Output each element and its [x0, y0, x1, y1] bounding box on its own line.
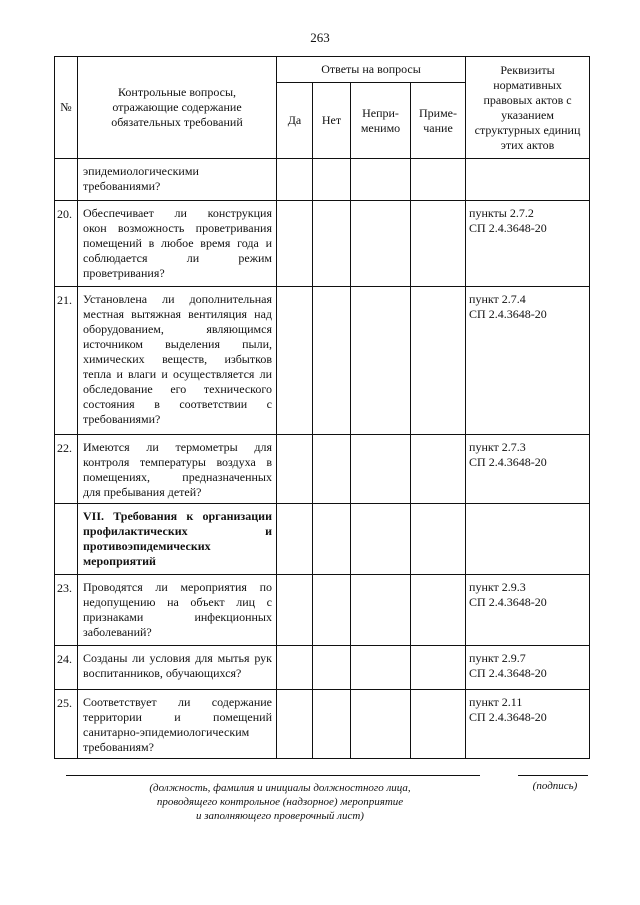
- question-text: эпидемиологическими требованиями?: [78, 159, 277, 201]
- answer-no-cell[interactable]: [313, 646, 351, 690]
- header-not-applicable: Непри- менимо: [351, 83, 411, 159]
- signature-caption: (подпись): [532, 780, 578, 792]
- table-row: [55, 201, 590, 287]
- answer-yes-cell[interactable]: [277, 646, 313, 690]
- row-number: 21.: [55, 287, 78, 435]
- table-row: [55, 435, 590, 504]
- row-number: [55, 159, 78, 201]
- answer-na-cell[interactable]: [351, 287, 411, 435]
- note-cell[interactable]: [411, 287, 466, 435]
- section-title: VII. Требования к организации профилактических и противоэпидемических мероприятий: [78, 504, 277, 575]
- requisites-text: пункт 2.9.3 СП 2.4.3648-20: [466, 575, 590, 646]
- table-row: [55, 646, 590, 690]
- answer-na-cell[interactable]: [351, 201, 411, 287]
- note-cell[interactable]: [411, 575, 466, 646]
- question-text: Соответствует ли содержание территории и помещений санитарно-эпидемиологическим требованиям?: [78, 690, 277, 759]
- question-text: Имеются ли термометры для контроля температуры воздуха в помещениях, предназначенных для пребывания детей?: [78, 435, 277, 504]
- answer-no-cell[interactable]: [313, 287, 351, 435]
- checklist-table: [54, 56, 590, 759]
- answer-na-cell[interactable]: [351, 646, 411, 690]
- question-text: Проводятся ли мероприятия по недопущению на объект лиц с признаками инфекционных заболеваний?: [78, 575, 277, 646]
- answer-yes-cell[interactable]: [277, 690, 313, 759]
- note-cell[interactable]: [411, 690, 466, 759]
- requisites-text: пункт 2.9.7 СП 2.4.3648-20: [466, 646, 590, 690]
- requisites-text: [466, 504, 590, 575]
- answer-yes-cell[interactable]: [277, 435, 313, 504]
- note-cell[interactable]: [411, 159, 466, 201]
- requisites-text: пункт 2.7.3 СП 2.4.3648-20: [466, 435, 590, 504]
- header-note: Приме- чание: [411, 83, 466, 159]
- answer-na-cell[interactable]: [351, 159, 411, 201]
- answer-na-cell[interactable]: [351, 435, 411, 504]
- table-row: [55, 287, 590, 435]
- row-number: 20.: [55, 201, 78, 287]
- row-number: [55, 504, 78, 575]
- checklist-rows: [55, 159, 590, 759]
- header-no: Нет: [313, 83, 351, 159]
- note-cell[interactable]: [411, 435, 466, 504]
- header-questions: Контрольные вопросы, отражающие содержание обязательных требований: [78, 57, 277, 159]
- answer-no-cell[interactable]: [313, 201, 351, 287]
- row-number: 23.: [55, 575, 78, 646]
- question-text: Установлена ли дополнительная местная вытяжная вентиляция над оборудованием, являющимся источником выделения пыли, химических веществ, избытков тепла и влаги и осуществляется ли обследование его технического состояния в соответствии с требованиями?: [78, 287, 277, 435]
- answer-na-cell[interactable]: [351, 690, 411, 759]
- official-caption: (должность, фамилия и инициалы должностного лица, проводящего контрольное (надзорное) мероприятие и заполняющего проверочный лист): [149, 782, 411, 822]
- answer-yes-cell[interactable]: [277, 201, 313, 287]
- table-row: [55, 159, 590, 201]
- answer-yes-cell[interactable]: [277, 504, 313, 575]
- answer-yes-cell[interactable]: [277, 575, 313, 646]
- table-row: [55, 690, 590, 759]
- answer-no-cell[interactable]: [313, 690, 351, 759]
- note-cell[interactable]: [411, 646, 466, 690]
- answer-no-cell[interactable]: [313, 159, 351, 201]
- table-row: [55, 575, 590, 646]
- official-signature-line: [66, 775, 480, 776]
- header-requisites: Реквизиты нормативных правовых актов с указанием структурных единиц этих актов: [466, 57, 590, 159]
- answer-na-cell[interactable]: [351, 504, 411, 575]
- note-cell[interactable]: [411, 504, 466, 575]
- row-number: 24.: [55, 646, 78, 690]
- row-number: 22.: [55, 435, 78, 504]
- section-row: [55, 504, 590, 575]
- answer-no-cell[interactable]: [313, 504, 351, 575]
- row-number: 25.: [55, 690, 78, 759]
- answer-no-cell[interactable]: [313, 575, 351, 646]
- requisites-text: пункт 2.7.4 СП 2.4.3648-20: [466, 287, 590, 435]
- answer-no-cell[interactable]: [313, 435, 351, 504]
- answer-yes-cell[interactable]: [277, 287, 313, 435]
- signature-line: [518, 775, 588, 776]
- note-cell[interactable]: [411, 201, 466, 287]
- header-num: №: [55, 57, 78, 159]
- answer-na-cell[interactable]: [351, 575, 411, 646]
- requisites-text: пункт 2.11 СП 2.4.3648-20: [466, 690, 590, 759]
- answer-yes-cell[interactable]: [277, 159, 313, 201]
- requisites-text: пункты 2.7.2 СП 2.4.3648-20: [466, 201, 590, 287]
- header-answers: Ответы на вопросы: [277, 57, 466, 83]
- requisites-text: [466, 159, 590, 201]
- page-number: 263: [310, 30, 330, 45]
- header-yes: Да: [277, 83, 313, 159]
- question-text: Обеспечивает ли конструкция окон возможность проветривания помещений в любое время года и соблюдается ли режим проветривания?: [78, 201, 277, 287]
- question-text: Созданы ли условия для мытья рук воспитанников, обучающихся?: [78, 646, 277, 690]
